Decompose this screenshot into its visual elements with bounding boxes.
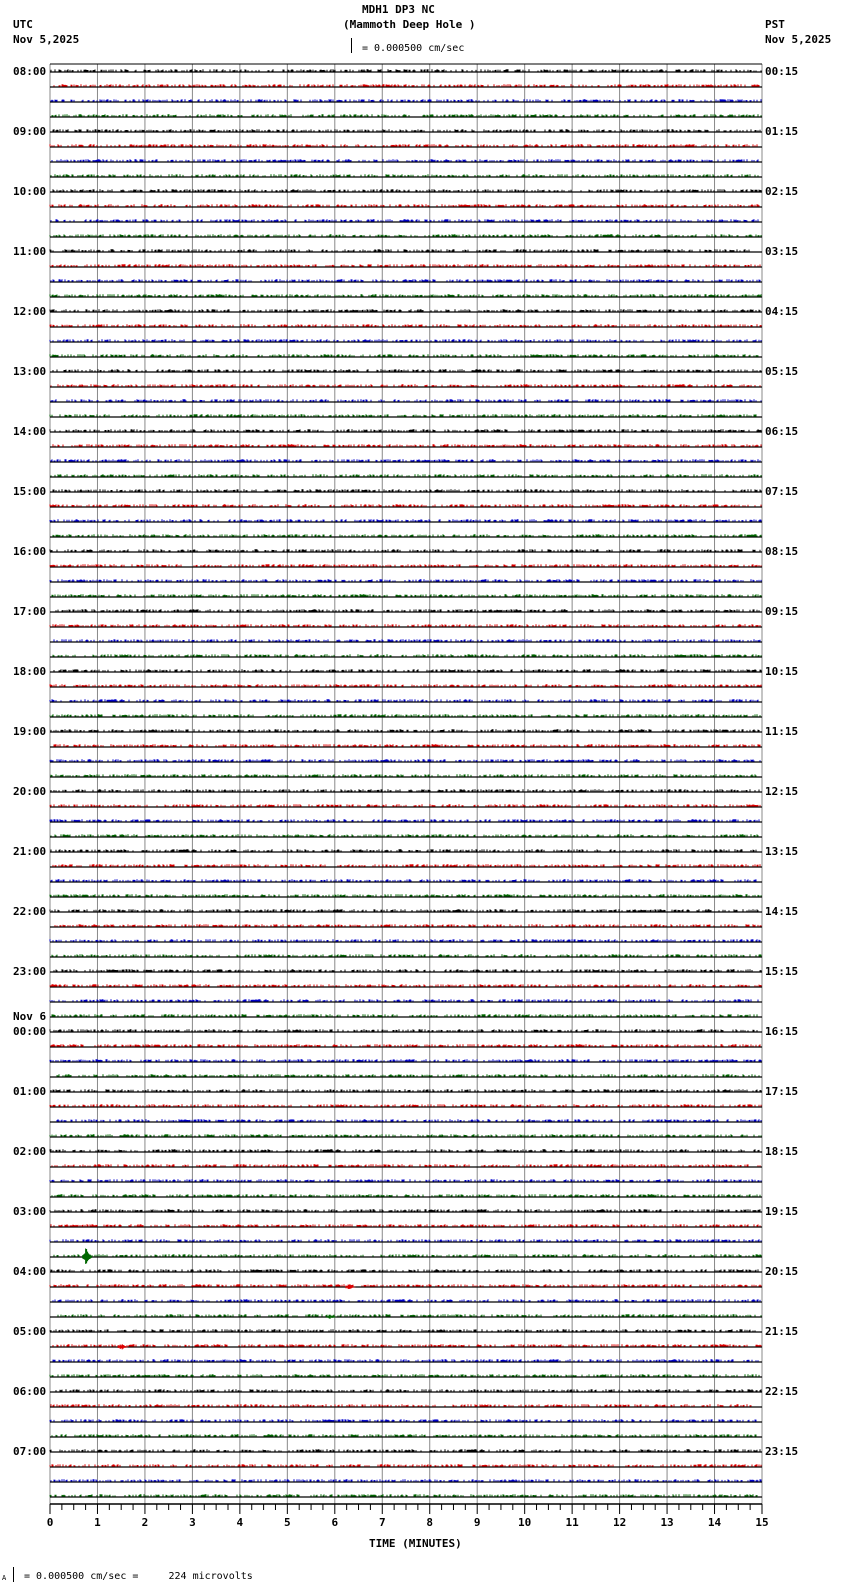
x-axis-label: TIME (MINUTES) (369, 1537, 462, 1550)
pst-hour-label: 07:15 (765, 485, 799, 498)
trace-91 (52, 1434, 756, 1436)
pst-hour-label: 19:15 (765, 1205, 799, 1218)
trace-48 (51, 789, 759, 791)
pst-hour-label: 01:15 (765, 125, 799, 138)
pst-hour-label: 22:15 (765, 1385, 799, 1398)
pst-hour-label: 10:15 (765, 665, 799, 678)
utc-hour-label: 12:00 (13, 305, 47, 318)
pst-hour-label: 18:15 (765, 1145, 799, 1158)
footer-scale-bar-icon (13, 1567, 14, 1582)
trace-55 (50, 894, 761, 896)
x-tick-label: 3 (189, 1516, 196, 1529)
trace-82 (53, 1299, 760, 1301)
trace-39 (53, 654, 761, 656)
trace-94 (51, 1479, 761, 1481)
trace-50 (50, 819, 759, 821)
x-tick-label: 9 (473, 1516, 481, 1529)
trace-29 (50, 504, 761, 506)
trace-51 (51, 834, 758, 836)
pst-hour-label: 23:15 (765, 1445, 799, 1458)
utc-hour-label: 05:00 (13, 1325, 47, 1338)
trace-69 (50, 1104, 761, 1106)
trace-26 (51, 459, 760, 461)
trace-12 (50, 249, 749, 251)
trace-74 (50, 1179, 761, 1181)
trace-80 (51, 1269, 758, 1271)
trace-22 (51, 399, 761, 401)
x-tick-label: 13 (660, 1516, 674, 1529)
scale-label: = 0.000500 cm/sec (362, 43, 465, 54)
utc-hour-label: 23:00 (13, 965, 47, 978)
utc-hour-label: 07:00 (13, 1445, 47, 1458)
trace-13 (50, 264, 760, 266)
trace-43 (50, 714, 760, 716)
x-tick-label: 0 (46, 1516, 54, 1529)
left-date: Nov 5,2025 (13, 33, 80, 46)
trace-59 (52, 954, 761, 956)
trace-8 (53, 189, 761, 191)
trace-3 (52, 114, 761, 116)
seismic-event (346, 1285, 355, 1289)
x-tick-label: 5 (284, 1516, 291, 1529)
trace-23 (50, 414, 756, 416)
utc-hour-label: 09:00 (13, 125, 47, 138)
pst-hour-label: 09:15 (765, 605, 799, 618)
trace-56 (50, 909, 758, 911)
trace-78 (50, 1239, 761, 1241)
trace-49 (50, 804, 760, 806)
trace-37 (50, 624, 760, 626)
utc-hour-label: 01:00 (13, 1085, 47, 1098)
trace-30 (50, 519, 761, 521)
trace-75 (52, 1194, 760, 1196)
utc-hour-label: 02:00 (13, 1145, 47, 1158)
right-timezone: PST (765, 18, 785, 31)
x-tick-label: 10 (518, 1516, 532, 1529)
pst-hour-label: 05:15 (765, 365, 799, 378)
trace-52 (51, 849, 756, 851)
trace-7 (51, 174, 758, 176)
pst-hour-label: 06:15 (765, 425, 799, 438)
trace-34 (50, 579, 761, 581)
x-tick-label: 6 (331, 1516, 339, 1529)
trace-32 (50, 549, 760, 551)
trace-95 (50, 1494, 757, 1496)
trace-86 (53, 1359, 758, 1361)
utc-hour-label: 14:00 (13, 425, 47, 438)
utc-hour-label: 16:00 (13, 545, 47, 558)
pst-hour-label: 21:15 (765, 1325, 799, 1338)
trace-28 (53, 489, 761, 491)
utc-hour-label: 13:00 (13, 365, 47, 378)
x-tick-label: 12 (612, 1516, 627, 1529)
trace-66 (50, 1059, 761, 1061)
trace-70 (57, 1119, 761, 1121)
footer-scale-label: = 0.000500 cm/sec = 224 microvolts (24, 1571, 253, 1582)
trace-83 (58, 1314, 761, 1316)
trace-67 (57, 1074, 759, 1076)
right-date: Nov 5,2025 (765, 33, 832, 46)
trace-38 (54, 639, 760, 641)
trace-62 (50, 999, 758, 1001)
trace-19 (50, 354, 758, 356)
utc-hour-label: 18:00 (13, 665, 47, 678)
x-tick-label: 1 (94, 1516, 101, 1529)
trace-18 (50, 339, 761, 341)
trace-9 (50, 204, 759, 206)
utc-hour-label: 03:00 (13, 1205, 47, 1218)
trace-93 (50, 1464, 761, 1466)
trace-40 (54, 669, 761, 671)
trace-35 (52, 594, 761, 596)
trace-21 (51, 384, 760, 386)
trace-41 (50, 684, 761, 686)
trace-90 (50, 1419, 756, 1421)
trace-81 (50, 1284, 761, 1286)
trace-65 (51, 1044, 760, 1046)
trace-54 (51, 879, 756, 881)
x-tick-label: 15 (755, 1516, 769, 1529)
x-tick-label: 4 (236, 1516, 244, 1529)
pst-hour-label: 14:15 (765, 905, 799, 918)
utc-hour-label: 10:00 (13, 185, 47, 198)
trace-84 (50, 1329, 755, 1331)
trace-0 (51, 69, 761, 71)
trace-24 (50, 429, 761, 431)
trace-61 (50, 984, 761, 986)
trace-64 (50, 1029, 757, 1031)
pst-hour-label: 20:15 (765, 1265, 799, 1278)
trace-85 (53, 1344, 761, 1346)
utc-hour-label: 00:00 (13, 1025, 47, 1038)
utc-hour-label: 21:00 (13, 845, 47, 858)
trace-17 (50, 324, 761, 326)
utc-hour-label: 04:00 (13, 1265, 47, 1278)
x-tick-label: 14 (707, 1516, 722, 1529)
utc-hour-label: 19:00 (13, 725, 47, 738)
trace-10 (51, 219, 758, 221)
trace-44 (51, 729, 759, 731)
trace-46 (50, 759, 760, 761)
trace-6 (52, 159, 758, 161)
trace-36 (56, 609, 759, 611)
x-tick-label: 7 (378, 1516, 386, 1529)
trace-47 (51, 774, 756, 776)
date-change-label: Nov 6 (13, 1010, 47, 1023)
trace-58 (50, 939, 760, 941)
trace-27 (51, 474, 761, 476)
trace-14 (51, 279, 760, 281)
trace-63 (52, 1014, 757, 1016)
trace-72 (50, 1149, 759, 1151)
trace-11 (50, 234, 761, 236)
pst-hour-label: 03:15 (765, 245, 799, 258)
trace-73 (52, 1164, 760, 1166)
seismic-event (83, 1248, 92, 1263)
pst-hour-label: 04:15 (765, 305, 799, 318)
trace-76 (50, 1209, 760, 1211)
utc-hour-label: 06:00 (13, 1385, 47, 1398)
trace-16 (50, 309, 760, 311)
seismic-event (118, 1344, 127, 1349)
trace-45 (54, 744, 760, 746)
x-tick-label: 2 (141, 1516, 149, 1529)
pst-hour-label: 15:15 (765, 965, 799, 978)
pst-hour-label: 11:15 (765, 725, 799, 738)
pst-hour-label: 16:15 (765, 1025, 799, 1038)
trace-92 (50, 1449, 760, 1451)
pst-hour-label: 13:15 (765, 845, 799, 858)
trace-88 (56, 1389, 761, 1391)
trace-79 (54, 1254, 761, 1256)
trace-60 (54, 969, 761, 971)
trace-1 (54, 84, 759, 86)
trace-89 (51, 1404, 751, 1406)
trace-57 (55, 924, 761, 926)
trace-33 (50, 564, 761, 566)
trace-4 (53, 129, 760, 131)
utc-hour-label: 11:00 (13, 245, 47, 258)
pst-hour-label: 02:15 (765, 185, 799, 198)
pst-hour-label: 12:15 (765, 785, 799, 798)
trace-68 (51, 1089, 761, 1091)
trace-2 (51, 99, 761, 101)
utc-hour-label: 22:00 (13, 905, 47, 918)
utc-hour-label: 15:00 (13, 485, 47, 498)
pst-hour-label: 00:15 (765, 65, 799, 78)
trace-15 (50, 294, 761, 296)
utc-hour-label: 17:00 (13, 605, 47, 618)
trace-71 (50, 1134, 761, 1136)
pst-hour-label: 08:15 (765, 545, 799, 558)
utc-hour-label: 08:00 (13, 65, 47, 78)
trace-20 (53, 369, 761, 371)
trace-25 (53, 444, 761, 446)
pst-hour-label: 17:15 (765, 1085, 799, 1098)
trace-42 (50, 699, 758, 701)
left-timezone: UTC (13, 18, 33, 31)
trace-5 (50, 144, 757, 146)
trace-53 (53, 864, 760, 866)
utc-hour-label: 20:00 (13, 785, 47, 798)
trace-31 (53, 534, 761, 536)
x-tick-label: 8 (426, 1516, 434, 1529)
station-location: (Mammoth Deep Hole ) (343, 18, 476, 31)
x-tick-label: 11 (565, 1516, 579, 1529)
trace-87 (50, 1374, 759, 1376)
station-title: MDH1 DP3 NC (362, 3, 435, 16)
footer-prefix: A (2, 1574, 7, 1582)
trace-77 (51, 1224, 760, 1226)
